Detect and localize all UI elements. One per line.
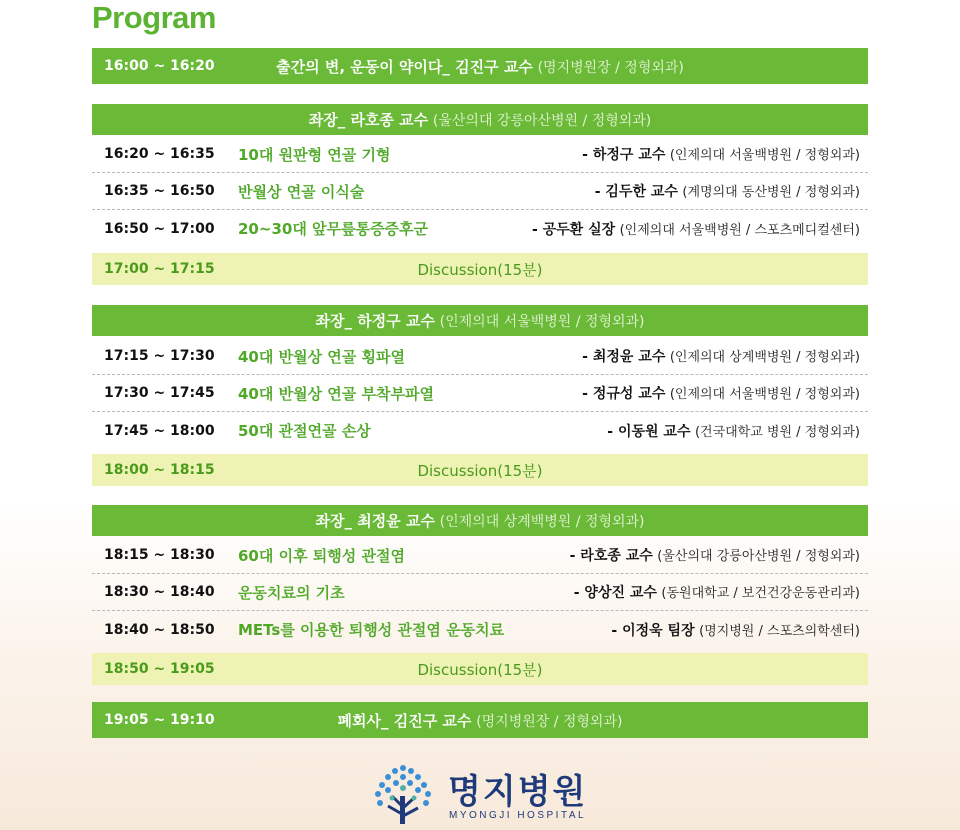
talk-row [92,611,868,648]
discussion-time: 18:50 ~ 19:05 [104,661,215,677]
chair-affiliation: (울산의대 강릉아산병원 / 정형외과) [432,113,652,129]
discussion-time: 17:00 ~ 17:15 [104,261,215,277]
talk-topic: 운동치료의 기초 [238,583,345,602]
discussion-label: Discussion(15분) [417,461,543,480]
speaker-affiliation: (명지병원 / 스포츠의학센터) [699,623,860,639]
talk-row [92,375,868,412]
talk-topic: 40대 반월상 연골 횡파열 [238,347,405,366]
speaker-name: - 양상진 교수 [573,585,657,601]
closing-title: 폐회사_ 김진구 교수 [337,711,472,730]
speaker-name: - 공두환 실장 [531,221,616,238]
talk-time: 17:15 ~ 17:30 [104,348,215,364]
talk-row [92,173,868,210]
session-1-chair [92,104,868,135]
speaker-affiliation: (동원대학교 / 보건건강운동관리과) [661,586,860,601]
discussion-label: Discussion(15분) [417,660,543,679]
speaker-name: - 라호종 교수 [569,548,653,564]
talk-topic: 반월상 연골 이식술 [238,182,365,201]
speaker-name: - 정규성 교수 [582,386,666,402]
talk-time: 18:30 ~ 18:40 [104,584,215,600]
chair-name: 좌장_ 라호종 교수 [308,111,429,129]
chair-affiliation: (인제의대 상계백병원 / 정형외과) [439,514,645,530]
speaker-name: - 최정윤 교수 [582,349,666,365]
opening-bar [92,48,868,84]
session-3-chair [92,505,868,536]
talk-time: 17:30 ~ 17:45 [104,385,215,401]
talk-row [92,136,868,173]
chair-name: 좌장_ 하정구 교수 [315,312,435,330]
session-2-chair [92,305,868,336]
talk-time: 16:20 ~ 16:35 [104,146,215,162]
speaker-affiliation: (건국대학교 병원 / 정형외과) [694,424,860,440]
chair-affiliation: (인제의대 서울백병원 / 정형외과) [439,314,645,330]
speaker-name: - 이동원 교수 [607,423,691,440]
talk-topic: 50대 관절연골 손상 [238,422,371,440]
talk-time: 18:40 ~ 18:50 [104,621,215,638]
speaker-name: - 하정구 교수 [582,147,666,163]
talk-topic: 20~30대 앞무릎통증증후군 [238,220,428,238]
logo-subtitle: MYONGJI HOSPITAL [449,810,587,821]
talk-topic: 60대 이후 퇴행성 관절염 [238,546,405,565]
speaker-affiliation: (인제의대 서울백병원 / 정형외과) [669,148,860,163]
speaker-affiliation: (울산의대 강릉아산병원 / 정형외과) [657,549,860,564]
speaker-name: - 김두한 교수 [594,184,678,200]
closing-bar [92,702,868,738]
talk-topic: 40대 반월상 연골 부착부파열 [238,384,434,403]
speaker-affiliation: (인제의대 서울백병원 / 스포츠메디컬센터) [619,222,860,238]
tree-icon [370,762,436,828]
discussion-bar [92,253,868,285]
page-title: Program [92,0,216,35]
talk-time: 16:35 ~ 16:50 [104,183,215,199]
discussion-bar [92,653,868,685]
talk-topic: METs를 이용한 퇴행성 관절염 운동치료 [238,621,505,639]
opening-affiliation: (명지병원장 / 정형외과) [537,59,684,76]
discussion-label: Discussion(15분) [417,260,543,279]
speaker-affiliation: (계명의대 동산병원 / 정형외과) [682,185,860,200]
opening-title: 출간의 변, 운동이 약이다_ 김진구 교수 [276,57,533,76]
talk-row [92,574,868,611]
talk-row [92,210,868,247]
talk-time: 18:15 ~ 18:30 [104,547,215,563]
talk-time: 17:45 ~ 18:00 [104,422,215,439]
talk-time: 16:50 ~ 17:00 [104,220,215,237]
speaker-name: - 이정욱 팀장 [611,622,695,639]
speaker-affiliation: (인제의대 서울백병원 / 정형외과) [669,387,860,402]
closing-time: 19:05 ~ 19:10 [104,712,215,728]
talk-row [92,412,868,449]
talk-row [92,537,868,574]
closing-affiliation: (명지병원장 / 정형외과) [476,713,623,730]
opening-time: 16:00 ~ 16:20 [104,58,215,74]
talk-row [92,338,868,375]
logo-name: 명지병원 [448,772,588,812]
talk-topic: 10대 원판형 연골 기형 [238,145,391,164]
chair-name: 좌장_ 최정윤 교수 [315,512,435,530]
discussion-bar [92,454,868,486]
speaker-affiliation: (인제의대 상계백병원 / 정형외과) [669,350,860,365]
discussion-time: 18:00 ~ 18:15 [104,462,215,478]
